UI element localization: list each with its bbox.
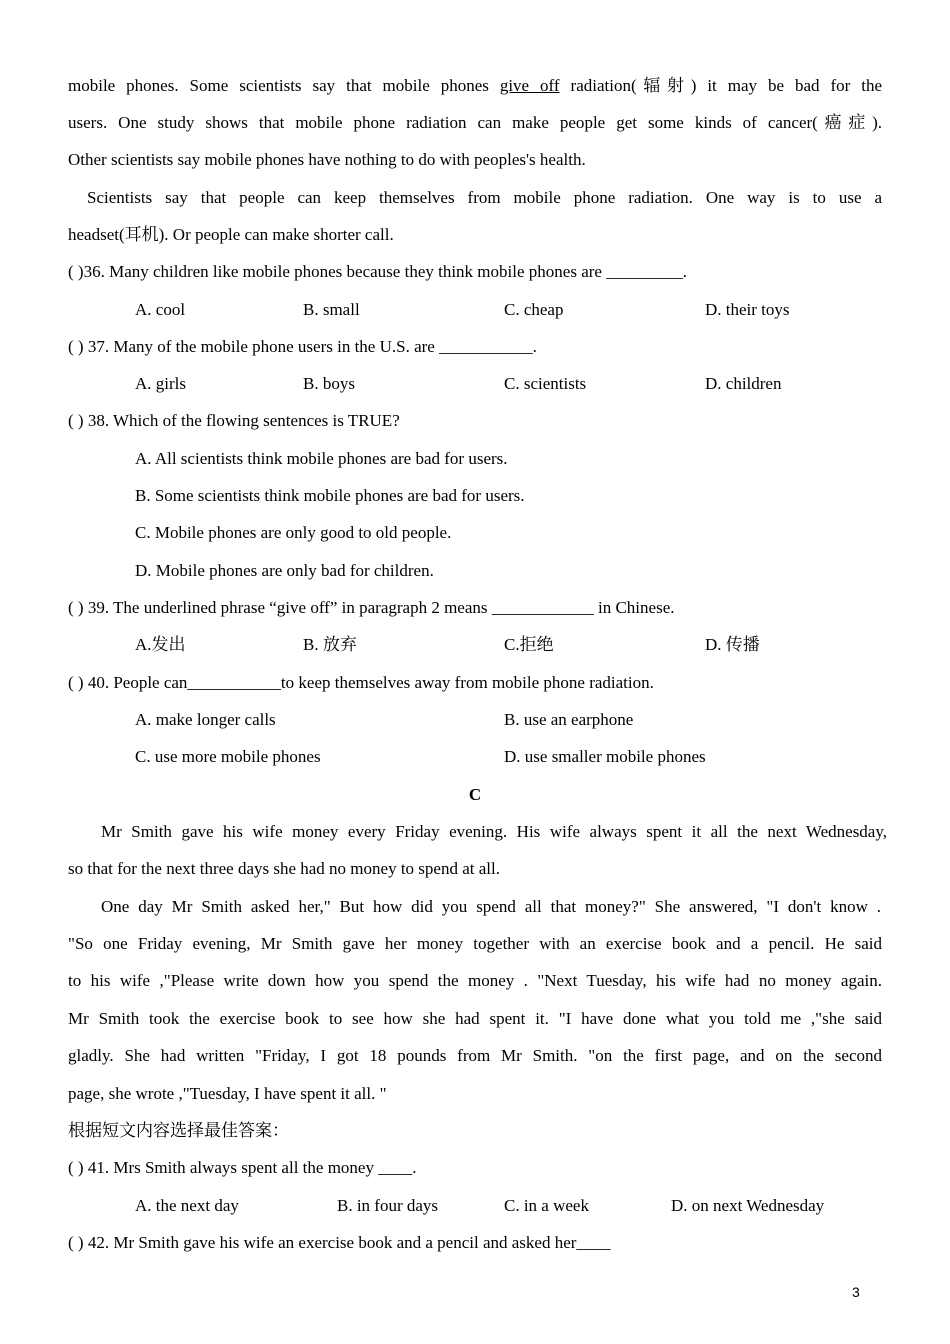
q37-option-b: B. boys bbox=[303, 374, 355, 393]
q38-option-a: A. All scientists think mobile phones are bad for users. bbox=[135, 449, 508, 468]
question-36-stem: ( )36. Many children like mobile phones because they think mobile phones are _________. bbox=[68, 262, 687, 281]
passage-line: headset(耳机). Or people can make shorter call. bbox=[68, 225, 394, 244]
underlined-phrase: give off bbox=[499, 76, 560, 95]
page-number: 3 bbox=[852, 1284, 860, 1300]
q41-option-d: D. on next Wednesday bbox=[671, 1196, 825, 1215]
section-heading: C bbox=[468, 785, 482, 804]
q39-option-c: C.拒绝 bbox=[504, 635, 554, 654]
passage-line: Mr Smith took the exercise book to see how she had spent it. "I have done what you told me ,"she said bbox=[68, 1009, 882, 1028]
passage-line: Scientists say that people can keep themselves from mobile phone radiation. One way is to use a bbox=[87, 188, 882, 207]
q39-option-a: A.发出 bbox=[135, 635, 186, 654]
question-39-stem: ( ) 39. The underlined phrase “give off” in paragraph 2 means ____________ in Chinese. bbox=[68, 598, 675, 617]
passage-line: mobile phones. Some scientists say that mobile phones give off radiation(辐射) it may be bad for the bbox=[68, 76, 882, 95]
passage-line: so that for the next three days she had no money to spend at all. bbox=[68, 859, 500, 878]
q39-option-d: D. 传播 bbox=[705, 635, 760, 654]
question-38-stem: ( ) 38. Which of the flowing sentences is TRUE? bbox=[68, 411, 400, 430]
q37-option-d: D. children bbox=[705, 374, 782, 393]
passage-line: to his wife ,"Please write down how you spend the money . "Next Tuesday, his wife had no money again. bbox=[68, 971, 882, 990]
q38-option-b: B. Some scientists think mobile phones are bad for users. bbox=[135, 486, 525, 505]
q41-option-c: C. in a week bbox=[504, 1196, 589, 1215]
q38-option-d: D. Mobile phones are only bad for children. bbox=[135, 561, 434, 580]
q41-option-b: B. in four days bbox=[337, 1196, 439, 1215]
passage-line: Other scientists say mobile phones have nothing to do with peoples's health. bbox=[68, 150, 586, 169]
q40-option-c: C. use more mobile phones bbox=[135, 747, 321, 766]
question-41-stem: ( ) 41. Mrs Smith always spent all the money ____. bbox=[68, 1158, 417, 1177]
passage-line: page, she wrote ,"Tuesday, I have spent it all. " bbox=[68, 1084, 387, 1103]
q38-option-c: C. Mobile phones are only good to old people. bbox=[135, 523, 452, 542]
q36-option-c: C. cheap bbox=[504, 300, 564, 319]
q37-option-a: A. girls bbox=[135, 374, 186, 393]
passage-line: One day Mr Smith asked her," But how did you spend all that money?" She answered, "I don't know . bbox=[101, 897, 881, 916]
q36-option-d: D. their toys bbox=[705, 300, 790, 319]
q39-option-b: B. 放弃 bbox=[303, 635, 357, 654]
q40-option-a: A. make longer calls bbox=[135, 710, 276, 729]
passage-line: "So one Friday evening, Mr Smith gave her money together with an exercise book and a pencil. He said bbox=[68, 934, 882, 953]
instruction-text: 根据短文内容选择最佳答案： bbox=[68, 1121, 289, 1140]
q40-option-d: D. use smaller mobile phones bbox=[504, 747, 706, 766]
q36-option-a: A. cool bbox=[135, 300, 186, 319]
question-42-stem: ( ) 42. Mr Smith gave his wife an exercise book and a pencil and asked her____ bbox=[68, 1233, 611, 1252]
passage-line: gladly. She had written "Friday, I got 18 pounds from Mr Smith. "on the first page, and on the second bbox=[68, 1046, 882, 1065]
q36-option-b: B. small bbox=[303, 300, 360, 319]
q40-option-b: B. use an earphone bbox=[504, 710, 634, 729]
q37-option-c: C. scientists bbox=[504, 374, 587, 393]
q41-option-a: A. the next day bbox=[135, 1196, 239, 1215]
question-37-stem: ( ) 37. Many of the mobile phone users in the U.S. are ___________. bbox=[68, 337, 537, 356]
passage-line: Mr Smith gave his wife money every Friday evening. His wife always spent it all the next Wednesday, bbox=[101, 822, 887, 841]
passage-line: users. One study shows that mobile phone radiation can make people get some kinds of cancer(癌症). bbox=[68, 113, 882, 132]
question-40-stem: ( ) 40. People can___________to keep themselves away from mobile phone radiation. bbox=[68, 673, 654, 692]
